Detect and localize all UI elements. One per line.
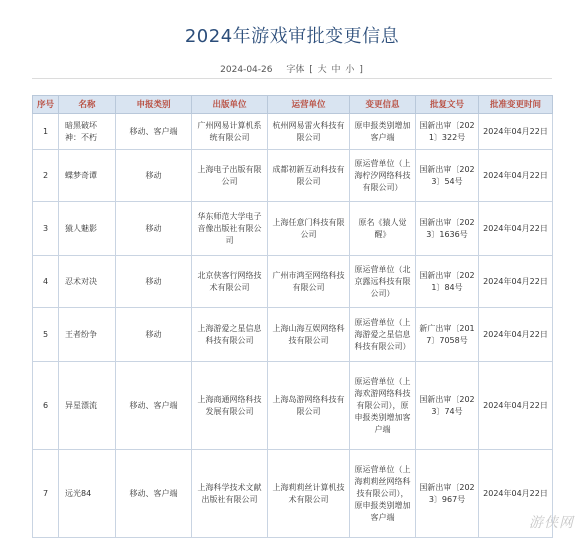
table-cell: 2024年04月22日 <box>479 256 553 308</box>
table-cell: 北京侠客行网络技术有限公司 <box>192 256 268 308</box>
table-cell: 原运营单位（上海游爱之星信息科技有限公司） <box>350 308 416 362</box>
table-cell: 6 <box>33 362 59 450</box>
table-row <box>33 362 553 450</box>
font-size-large-link[interactable]: 大 <box>317 65 327 75</box>
table-cell: 移动 <box>116 202 192 256</box>
table-row <box>33 450 553 538</box>
table-cell: 上海任意门科技有限公司 <box>268 202 350 256</box>
table-cell: 上海商通网络科技发展有限公司 <box>192 362 268 450</box>
table-cell: 2024年04月22日 <box>479 202 553 256</box>
table-cell: 原运营单位（上海欢游网络科技有限公司），原申报类别增加客户端 <box>350 362 416 450</box>
table-cell: 王者纷争 <box>59 308 116 362</box>
table-cell: 移动、客户端 <box>116 114 192 150</box>
table-cell: 5 <box>33 308 59 362</box>
table-cell: 远光84 <box>59 450 116 538</box>
font-size-switcher <box>285 65 363 75</box>
table-cell: 移动、客户端 <box>116 362 192 450</box>
table-cell: 国新出审〔2023〕967号 <box>416 450 479 538</box>
table-cell: 广州市鸿至网络科技有限公司 <box>268 256 350 308</box>
table-cell: 原运营单位（上海莉莉丝网络科技有限公司），原申报类别增加客户端 <box>350 450 416 538</box>
column-header: 名称 <box>59 96 116 114</box>
font-bracket-close: ] <box>359 65 363 75</box>
divider <box>32 78 552 79</box>
table-cell: 移动 <box>116 256 192 308</box>
column-header: 运营单位 <box>268 96 350 114</box>
publish-date: 2024-04-26 <box>220 65 273 75</box>
font-label: 字体 <box>286 65 305 75</box>
table-cell: 杭州网易雷火科技有限公司 <box>268 114 350 150</box>
column-header: 批准变更时间 <box>479 96 553 114</box>
article-meta <box>0 62 584 75</box>
table-cell: 2024年04月22日 <box>479 150 553 202</box>
table-cell: 成都初新互动科技有限公司 <box>268 150 350 202</box>
table-cell: 上海游爱之星信息科技有限公司 <box>192 308 268 362</box>
table-cell: 2 <box>33 150 59 202</box>
column-header: 变更信息 <box>350 96 416 114</box>
font-size-small-link[interactable]: 小 <box>345 65 355 75</box>
table-cell: 原运营单位（上海柠汐网络科技有限公司） <box>350 150 416 202</box>
table-row <box>33 308 553 362</box>
table-cell: 1 <box>33 114 59 150</box>
table-row <box>33 256 553 308</box>
table-cell: 7 <box>33 450 59 538</box>
table-cell: 国新出审〔2023〕1636号 <box>416 202 479 256</box>
table-cell: 猿人魅影 <box>59 202 116 256</box>
table-cell: 原运营单位（北京露远科技有限公司） <box>350 256 416 308</box>
font-size-medium-link[interactable]: 中 <box>331 65 341 75</box>
table-cell: 国新出审〔2021〕84号 <box>416 256 479 308</box>
table-cell: 2024年04月22日 <box>479 450 553 538</box>
table-row <box>33 202 553 256</box>
table-cell: 移动 <box>116 308 192 362</box>
table-cell: 上海电子出版有限公司 <box>192 150 268 202</box>
table-cell: 2024年04月22日 <box>479 362 553 450</box>
table-cell: 国新出审〔2021〕322号 <box>416 114 479 150</box>
table-cell: 上海山海互娱网络科技有限公司 <box>268 308 350 362</box>
table-row <box>33 150 553 202</box>
column-header: 申报类别 <box>116 96 192 114</box>
table-cell: 上海莉莉丝计算机技术有限公司 <box>268 450 350 538</box>
table-row <box>33 114 553 150</box>
table-cell: 移动 <box>116 150 192 202</box>
table-cell: 暗黑破坏神：不朽 <box>59 114 116 150</box>
table-cell: 华东师范大学电子音像出版社有限公司 <box>192 202 268 256</box>
table-cell: 2024年04月22日 <box>479 114 553 150</box>
table-cell: 原申报类别增加客户端 <box>350 114 416 150</box>
watermark-logo: 游侠网 <box>529 515 574 531</box>
font-bracket-open: [ <box>309 65 313 75</box>
table-header-row <box>33 96 553 114</box>
table-cell: 上海岛游网络科技有限公司 <box>268 362 350 450</box>
table-cell: 原名《猿人觉醒》 <box>350 202 416 256</box>
table-cell: 国新出审〔2023〕54号 <box>416 150 479 202</box>
table-cell: 4 <box>33 256 59 308</box>
table-cell: 国新出审〔2023〕74号 <box>416 362 479 450</box>
table-cell: 忍术对决 <box>59 256 116 308</box>
table-cell: 上海科学技术文献出版社有限公司 <box>192 450 268 538</box>
table-cell: 广州网易计算机系统有限公司 <box>192 114 268 150</box>
column-header: 序号 <box>33 96 59 114</box>
column-header: 出版单位 <box>192 96 268 114</box>
table-cell: 2024年04月22日 <box>479 308 553 362</box>
page-title: 2024年游戏审批变更信息 <box>184 26 400 47</box>
table-cell: 移动、客户端 <box>116 450 192 538</box>
table-cell: 异星漂流 <box>59 362 116 450</box>
table-cell: 新广出审〔2017〕7058号 <box>416 308 479 362</box>
table-cell: 3 <box>33 202 59 256</box>
column-header: 批复文号 <box>416 96 479 114</box>
table-cell: 蝶梦奇谭 <box>59 150 116 202</box>
approval-table <box>32 95 553 538</box>
